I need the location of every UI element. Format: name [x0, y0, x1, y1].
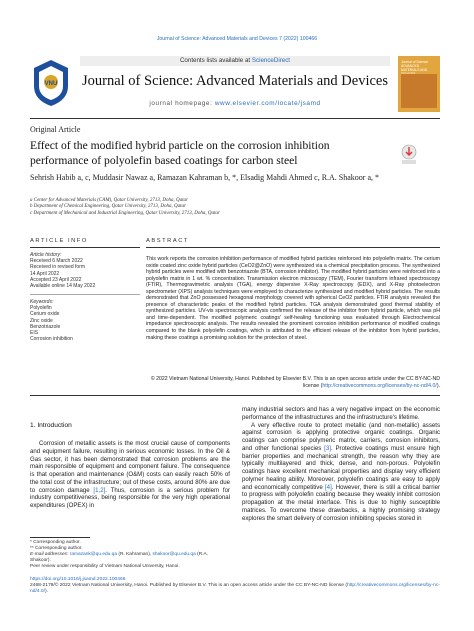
- keyword: Corrosion inhibition: [30, 336, 73, 343]
- check-for-updates-icon[interactable]: [400, 144, 418, 166]
- email-link-2[interactable]: shakoor@qu.edu.qa: [152, 552, 196, 557]
- email-link-1[interactable]: ramazank@qu.edu.qa: [69, 552, 118, 557]
- abstract-text: This work reports the corrosion inhibition performance of modified hybrid particles reinforced into polyolefin matrix. The cerium oxide coated zinc oxide hybrid particles (CeO2@ZnO) were synthesized via a chemical precipitation process. The synthesized hybrid particles were modified with benzotriazole (BTA, corrosion inhibitor). The modified hybrid particles were reinforced into a polyolefin matrix in 1 wt. % concentration. Transmission electron microscopy (TEM), Fourier transform infrared spectroscopy (FTIR), Thermogravimetric analysis (TGA), energy dispersive X-Ray spectroscopy (EDX), and X-Ray photoelectron spectrometer (XPS) analysis techniques were employed to characterize synthesized and modified hybrid particles. The results demonstrated that ZnO possessed hexagonal morphology covered with spherical CeO2 particles. FTIR analysis revealed the presence of characteristic peaks of the modified hybrid particles. TGA analysis demonstrated good thermal stability of synthesized particles. UV-vis spectroscopic analysis confirmed the release of the inhibitor from hybrid particle, which was pH and time-dependent. The modified polymeric coatings' self-healing functioning was evaluated through Electrochemical impedance spectroscopic analysis. The results revealed the prominent corrosion inhibition performance of modified coatings compared to the blank polyolefin coatings, which is attributed to the efficient release of the inhibitor from hybrid particles, making these coatings a promising solution for the protection of steel.: [146, 256, 440, 341]
- intro-right-text-end: . However, there is still a critical barrier to progress with polyolefin coating because they weakly inhibit corrosion propagation at the metal interface. This is due to highly susceptible matrices. To overcome these drawbacks, a highly promising strategy explores the smart delivery of corrosion inhibiting species stored in: [242, 483, 440, 522]
- sciencedirect-link[interactable]: ScienceDirect: [251, 57, 291, 64]
- keyword: Cerium oxide: [30, 311, 60, 318]
- keyword: Zinc oxide: [30, 317, 53, 324]
- affiliations: [30, 198, 430, 217]
- issn-text: 2468-2179/© 2022 Vietnam National University, Hanoi. Published by Elsevier B.V. This is an open access article under the CC BY-NC-ND license (: [30, 583, 347, 588]
- abstract-rule: [146, 247, 440, 248]
- intro-left-column: [30, 440, 230, 510]
- intro-right-column: [242, 406, 440, 522]
- footer-license-link[interactable]: http://creativecommons.org/licenses/by-nc-nd/4.0/: [30, 583, 440, 594]
- doi-link[interactable]: https://doi.org/10.1016/j.jsamd.2022.100466: [30, 577, 126, 582]
- intro-right-text: A very effective route to protect metallic (and non-metallic) assets against corrosion is applying protective organic coatings. Organic coatings can comprise polymeric matrix, carriers, corrosion inhibitors, and other functional species: [242, 421, 440, 452]
- footnotes: [30, 540, 230, 570]
- homepage-prefix: journal homepage:: [149, 100, 215, 107]
- citation-link[interactable]: [1,2]: [93, 486, 106, 494]
- abstract-bottom-rule: [30, 395, 440, 396]
- logo-text: VNU: [44, 81, 58, 87]
- history-label: Article history:: [30, 252, 62, 258]
- keyword: Polyolefin: [30, 305, 52, 312]
- abstract-copyright: [146, 376, 440, 389]
- revised-label: Received in revised form: [30, 264, 86, 271]
- citation-link[interactable]: [3]: [324, 444, 331, 452]
- introduction-heading: 1. Introduction: [30, 422, 72, 429]
- affiliation-c: c Department of Mechanical and Industrial Engineering, Qatar University, 2713, Doha, Qatar: [30, 210, 220, 216]
- revised-date: 14 April 2022: [30, 270, 60, 277]
- footnote-corresponding-1: * Corresponding author.: [30, 540, 81, 545]
- available-date: Available online 14 May 2022: [30, 283, 96, 290]
- journal-citation-link[interactable]: Journal of Science: Advanced Materials and Devices 7 (2022) 100466: [156, 36, 318, 42]
- copyright-end: ).: [436, 382, 440, 389]
- intro-left-text: Corrosion of metallic assets is the most crucial cause of components and equipment failure, resulting in serious economic losses. In the Oil & Gas sector, it has been demonstrated that corrosion problems are the main responsible of equipment and component failure. The consequence is that operation and maintenance (O&M) costs can easily reach 50% of the total cost of the infrastructure; out of these costs, around 80% are due to corrosion damage: [30, 440, 230, 494]
- cover-text: Journal of Science ADVANCED MATERIALS AND: [401, 60, 429, 72]
- article-type: Original Article: [30, 125, 81, 134]
- email-prefix: E-mail addresses:: [30, 552, 70, 557]
- footnote-emails: [30, 552, 230, 564]
- citation-link[interactable]: [4]: [324, 483, 332, 491]
- email-name-2: (R.A. Shakoor).: [30, 552, 209, 563]
- header-rule: [30, 118, 440, 119]
- affiliation-b: b Department of Chemical Engineering, Qatar University, 2713, Doha, Qatar: [30, 204, 186, 210]
- keyword: Benzotriazole: [30, 323, 61, 330]
- contents-band: [80, 56, 390, 66]
- copyright-text: © 2022 Vietnam National University, Hanoi. Published by Elsevier B.V. This is an open access article under the CC BY-NC-ND license (: [150, 376, 440, 389]
- journal-title: Journal of Science: Advanced Materials and Devices: [81, 73, 388, 89]
- article-title: Effect of the modified hybrid particle on the corrosion inhibition performance of polyolefin based coatings for carbon steel: [30, 139, 330, 167]
- journal-homepage: [80, 100, 390, 107]
- keywords-list: [30, 299, 140, 342]
- affiliation-a: a Center for Advanced Materials (CAM), Qatar University, 2713, Doha, Qatar: [30, 198, 188, 203]
- footnote-corresponding-2: ** Corresponding author.: [30, 546, 83, 551]
- contents-prefix: Contents lists available at: [179, 57, 252, 64]
- footnote-peer-review: Peer review under responsibility of Vietnam National University, Hanoi.: [30, 564, 180, 569]
- footnote-rule: [30, 537, 90, 538]
- journal-cover-image: [398, 56, 440, 112]
- author-list: Sehrish Habib a, c, Muddasir Nawaz a, Ramazan Kahraman b, *, Elsadig Mahdi Ahmed c, R.A. Shakoor a, *: [30, 173, 380, 182]
- abstract-heading: ABSTRACT: [146, 238, 189, 244]
- page-footer: [30, 577, 440, 595]
- footer-end: ).: [44, 589, 48, 594]
- email-name-1: (R. Kahraman),: [117, 552, 153, 557]
- keywords-rule: [30, 294, 140, 295]
- keywords-label: Keywords:: [30, 299, 54, 305]
- vnu-logo: [30, 58, 72, 108]
- homepage-link[interactable]: www.elsevier.com/locate/jsamd: [214, 100, 321, 107]
- accepted-date: Accepted 23 April 2022: [30, 276, 82, 283]
- intro-left-text-end: . Thus, corrosion is a serious problem for industry competitiveness, being responsible for the very high operational expenditures (OPEX) in: [30, 486, 230, 509]
- keyword: EIS: [30, 330, 39, 337]
- article-history: [30, 252, 140, 289]
- article-info-heading: ARTICLE INFO: [30, 238, 88, 244]
- intro-right-text-mid: . Protective coatings must ensure high barrier properties and mechanical strength, the reason why they are typically multilayered and thick, dense, and non-porous. Polyolefin coatings have excellent mechanical properties and display very efficient polymer healing ability. Moreover, polyolefin coatings are easy to apply and economically competitive: [242, 444, 440, 491]
- received-date: Received 6 March 2022: [30, 258, 83, 265]
- license-link[interactable]: http://creativecommons.org/licenses/by-nc-nd/4.0/: [322, 382, 437, 389]
- cover-art: [401, 74, 437, 108]
- intro-right-p0: many industrial sectors and has a very negative impact on the economic performance of the infrastructures and the infrastructure's lifetime.: [242, 406, 440, 421]
- article-info-rule: [30, 247, 140, 248]
